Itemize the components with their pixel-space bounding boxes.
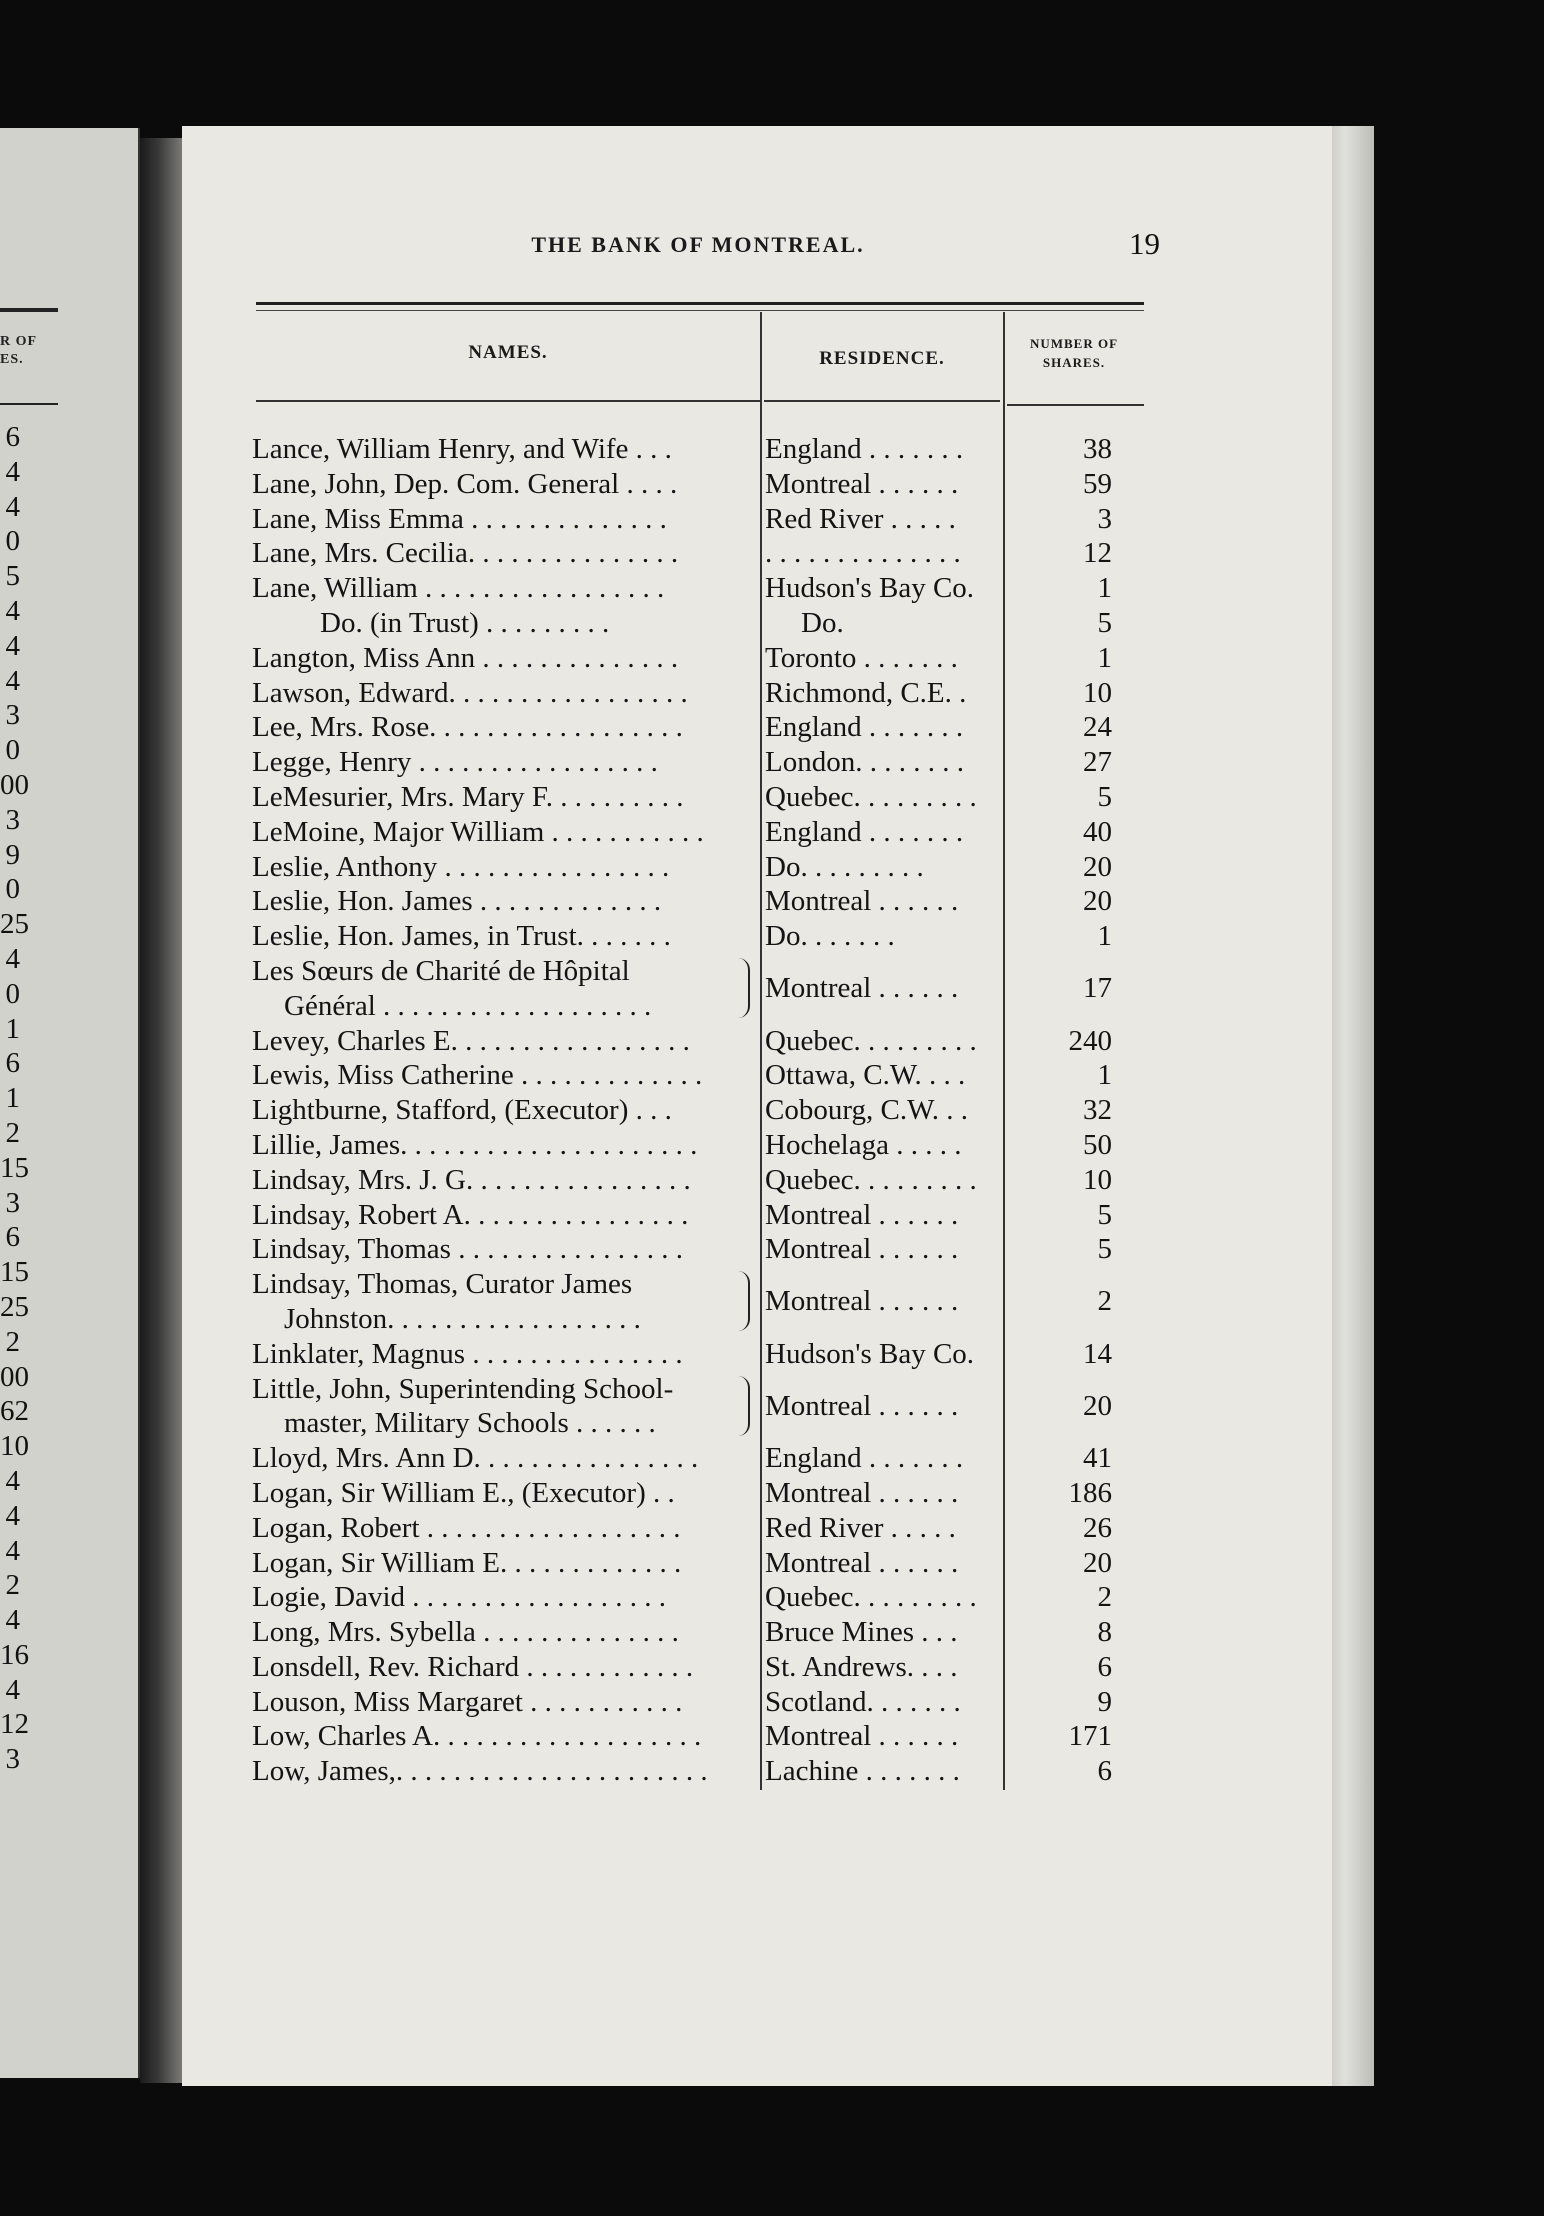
table-row: [0, 467, 1544, 502]
facing-page-share-value: 6: [5, 421, 20, 453]
residence: Do. . . . . . .: [765, 920, 895, 953]
residence: . . . . . . . . . . . . . .: [765, 537, 961, 570]
residence: Montreal . . . . . .: [765, 1285, 959, 1318]
shareholder-name: Lindsay, Mrs. J. G. . . . . . . . . . . . . . . .: [252, 1163, 691, 1196]
table-row: [0, 780, 1544, 815]
facing-page-share-value: 0: [5, 873, 20, 906]
table-row: [0, 710, 1544, 745]
facing-page-share-value: 1: [5, 1012, 20, 1045]
number-of-shares: 14: [1083, 1337, 1112, 1370]
residence: Bruce Mines . . .: [765, 1616, 958, 1649]
number-of-shares: 27: [1083, 746, 1112, 779]
residence: Hudson's Bay Co.: [765, 1337, 975, 1370]
residence: Red River . . . . .: [765, 1511, 956, 1544]
shareholder-name: Leslie, Anthony . . . . . . . . . . . . . . . .: [252, 850, 670, 883]
table-row: [0, 1511, 1544, 1546]
table-row: [0, 571, 1544, 606]
shareholder-name-line: Les Sœurs de Charité de Hôpital: [252, 954, 630, 987]
number-of-shares: 17: [1083, 971, 1112, 1004]
number-of-shares: 8: [1097, 1616, 1112, 1649]
residence: Montreal . . . . . .: [765, 467, 959, 500]
facing-page-share-value: 00: [0, 1360, 29, 1393]
residence: England . . . . . . .: [765, 711, 964, 744]
brace-mark: [738, 958, 750, 1018]
table-row: [0, 1267, 1544, 1337]
residence: Montreal . . . . . .: [765, 1233, 959, 1266]
residence: England . . . . . . .: [765, 433, 964, 465]
facing-page-share-value: 3: [5, 699, 20, 732]
shareholder-name: Lee, Mrs. Rose. . . . . . . . . . . . . . . . . .: [252, 711, 683, 744]
number-of-shares: 5: [1097, 780, 1112, 813]
table-top-rule-thin: [256, 310, 1144, 311]
facing-page-share-value: 0: [5, 734, 20, 767]
shareholder-name: [252, 954, 736, 1024]
facing-page-share-value: 9: [5, 838, 20, 871]
facing-page-share-value: 5: [5, 560, 20, 593]
number-of-shares: 186: [1068, 1476, 1112, 1509]
number-of-shares: 26: [1083, 1511, 1112, 1544]
number-of-shares: 32: [1083, 1094, 1112, 1127]
shareholder-name: LeMesurier, Mrs. Mary F. . . . . . . . . .: [252, 780, 684, 813]
table-row: [0, 676, 1544, 711]
facing-page-share-value: 25: [0, 908, 29, 941]
header-rule-shares: [1007, 404, 1144, 406]
residence: Do.: [801, 606, 844, 639]
facing-page-share-value: 0: [5, 525, 20, 558]
page-number: 19: [1129, 226, 1160, 261]
residence: Montreal . . . . . .: [765, 1198, 959, 1231]
facing-page-share-value: 00: [0, 768, 29, 801]
number-of-shares: 20: [1083, 885, 1112, 918]
table-top-rule: [256, 302, 1144, 305]
number-of-shares: 1: [1097, 572, 1112, 605]
facing-page-share-value: 2: [5, 1569, 20, 1602]
header-rule-residence: [764, 400, 1000, 402]
shareholder-name: Lloyd, Mrs. Ann D. . . . . . . . . . . . . . . .: [252, 1442, 699, 1475]
residence: Montreal . . . . . .: [765, 1476, 959, 1509]
number-of-shares: 5: [1097, 1233, 1112, 1266]
residence: Hudson's Bay Co.: [765, 572, 975, 605]
facing-page-share-value: 3: [5, 803, 20, 836]
table-row: [0, 954, 1544, 1024]
number-of-shares: 171: [1068, 1720, 1112, 1753]
table-row: [0, 1372, 1544, 1442]
facing-page-share-value: 6: [5, 1221, 20, 1254]
residence: Quebec. . . . . . . . .: [765, 1163, 977, 1196]
number-of-shares: 2: [1097, 1285, 1112, 1318]
facing-page-share-value: 4: [5, 1464, 20, 1497]
number-of-shares: 20: [1083, 1546, 1112, 1579]
residence: Quebec. . . . . . . . .: [765, 780, 977, 813]
residence: Montreal . . . . . .: [765, 1546, 959, 1579]
table-row: [0, 815, 1544, 850]
facing-page-header-rule: [0, 403, 58, 405]
facing-page-share-value: 4: [5, 1673, 20, 1706]
residence: London. . . . . . . .: [765, 746, 964, 779]
facing-page-share-value: 4: [5, 629, 20, 662]
shareholder-name: Lane, William . . . . . . . . . . . . . . . . .: [252, 572, 665, 605]
residence: Richmond, C.E. .: [765, 676, 967, 709]
facing-page-share-value: 1: [5, 1082, 20, 1115]
table-row: [0, 606, 1544, 641]
facing-page-share-value: 4: [5, 1534, 20, 1567]
shareholder-name: Lightburne, Stafford, (Executor) . . .: [252, 1094, 672, 1127]
shareholder-name: LeMoine, Major William . . . . . . . . . . .: [252, 815, 704, 848]
facing-page-share-value: 4: [5, 1499, 20, 1532]
facing-page-share-value: 62: [0, 1395, 29, 1428]
column-header-residence: RESIDENCE.: [819, 348, 945, 369]
facing-page-share-value: 4: [5, 1604, 20, 1637]
shareholder-name: Lane, Miss Emma . . . . . . . . . . . . . .: [252, 502, 667, 535]
table-row: [0, 1337, 1544, 1372]
facing-page-share-value: 0: [5, 977, 20, 1010]
shareholder-name: Linklater, Magnus . . . . . . . . . . . . . . .: [252, 1337, 683, 1370]
residence: Montreal . . . . . .: [765, 1720, 959, 1753]
table-row: [0, 1024, 1544, 1059]
shareholder-name: Logie, David . . . . . . . . . . . . . . . . . .: [252, 1581, 667, 1614]
shareholder-name: Lewis, Miss Catherine . . . . . . . . . . . . .: [252, 1059, 703, 1092]
number-of-shares: 6: [1097, 1650, 1112, 1683]
table-row: [0, 432, 1544, 467]
residence: England . . . . . . .: [765, 815, 964, 848]
shareholder-name-line: Johnston. . . . . . . . . . . . . . . . . .: [284, 1302, 641, 1335]
facing-page-share-value: 4: [5, 490, 20, 523]
facing-page-rule: [0, 308, 58, 312]
table-row: [0, 1719, 1544, 1754]
shareholder-name: Leslie, Hon. James . . . . . . . . . . . . .: [252, 885, 662, 918]
table-row: [0, 641, 1544, 676]
shareholder-name: Lindsay, Robert A. . . . . . . . . . . . . . . .: [252, 1198, 689, 1231]
shareholder-name: Lonsdell, Rev. Richard . . . . . . . . . . . .: [252, 1650, 694, 1683]
table-row: [0, 536, 1544, 571]
column-header-names: NAMES.: [468, 342, 548, 363]
facing-page-share-value: 4: [5, 455, 20, 488]
table-row: [0, 1546, 1544, 1581]
shareholder-name: [252, 1267, 736, 1337]
brace-mark: [738, 1376, 750, 1436]
header-rule-names: [256, 400, 760, 402]
shareholder-name: Legge, Henry . . . . . . . . . . . . . . . . .: [252, 746, 658, 779]
shareholder-name: Lawson, Edward. . . . . . . . . . . . . . . . .: [252, 676, 688, 709]
number-of-shares: 10: [1083, 676, 1112, 709]
table-row: [0, 1685, 1544, 1720]
shareholder-table: [0, 432, 1544, 1789]
shareholder-name: Logan, Sir William E., (Executor) . .: [252, 1476, 675, 1509]
shareholder-name: Lane, John, Dep. Com. General . . . .: [252, 467, 678, 500]
shareholder-name: Low, Charles A. . . . . . . . . . . . . . . . . . .: [252, 1720, 702, 1753]
residence: England . . . . . . .: [765, 1442, 964, 1475]
table-row: [0, 1476, 1544, 1511]
table-row: [0, 1163, 1544, 1198]
facing-page-share-value: 16: [0, 1638, 29, 1671]
residence: Cobourg, C.W. . .: [765, 1094, 969, 1127]
brace-mark: [738, 1271, 750, 1331]
shareholder-name: Langton, Miss Ann . . . . . . . . . . . . . .: [252, 641, 679, 674]
residence: Quebec. . . . . . . . .: [765, 1024, 977, 1057]
number-of-shares: 240: [1068, 1024, 1112, 1057]
number-of-shares: 50: [1083, 1128, 1112, 1161]
number-of-shares: 1: [1097, 1059, 1112, 1092]
shareholder-name: Lance, William Henry, and Wife . . .: [252, 433, 672, 465]
table-row: [0, 1232, 1544, 1267]
shareholder-name: Lindsay, Thomas . . . . . . . . . . . . . . . .: [252, 1233, 683, 1266]
facing-page-share-value: 4: [5, 664, 20, 697]
table-row: [0, 1058, 1544, 1093]
number-of-shares: 6: [1097, 1755, 1112, 1788]
number-of-shares: 9: [1097, 1685, 1112, 1718]
shareholder-name: Long, Mrs. Sybella . . . . . . . . . . . . . .: [252, 1616, 679, 1649]
number-of-shares: 24: [1083, 711, 1112, 744]
shareholder-name: Louson, Miss Margaret . . . . . . . . . . .: [252, 1685, 683, 1718]
residence: Montreal . . . . . .: [765, 1389, 959, 1422]
facing-page-share-value: 15: [0, 1256, 29, 1289]
number-of-shares: 20: [1083, 1389, 1112, 1422]
shareholder-name-line: Général . . . . . . . . . . . . . . . . . . .: [284, 989, 652, 1022]
facing-page-header-fragment: R OF ES.: [0, 334, 38, 367]
facing-page-share-value: 2: [5, 1116, 20, 1149]
table-row: [0, 919, 1544, 954]
facing-page-share-value: 4: [5, 594, 20, 627]
shareholder-name: Lillie, James. . . . . . . . . . . . . . . . . . . . .: [252, 1128, 698, 1161]
shareholder-name-line: Little, John, Superintending School-: [252, 1372, 674, 1405]
residence: Scotland. . . . . . .: [765, 1685, 961, 1718]
table-row: [0, 1093, 1544, 1128]
facing-page-share-value: 25: [0, 1290, 29, 1323]
residence: Montreal . . . . . .: [765, 971, 959, 1004]
table-row: [0, 1650, 1544, 1685]
number-of-shares: 41: [1083, 1442, 1112, 1475]
number-of-shares: 40: [1083, 815, 1112, 848]
column-header-shares: NUMBER OF SHARES.: [1029, 336, 1119, 370]
number-of-shares: 10: [1083, 1163, 1112, 1196]
facing-page-share-value: 10: [0, 1430, 29, 1463]
residence: Hochelaga . . . . .: [765, 1128, 962, 1161]
facing-page-share-value: 3: [5, 1186, 20, 1219]
table-row: [0, 850, 1544, 885]
residence: Lachine . . . . . . .: [765, 1755, 960, 1788]
facing-page-share-value: 4: [5, 942, 20, 975]
table-row: [0, 1580, 1544, 1615]
facing-page-share-value: 12: [0, 1708, 29, 1741]
residence: Quebec. . . . . . . . .: [765, 1581, 977, 1614]
shareholder-name: Levey, Charles E. . . . . . . . . . . . . . . . .: [252, 1024, 690, 1057]
shareholder-name: Logan, Robert . . . . . . . . . . . . . . . . . .: [252, 1511, 681, 1544]
residence: Do. . . . . . . . .: [765, 850, 924, 883]
residence: Ottawa, C.W. . . .: [765, 1059, 966, 1092]
number-of-shares: 1: [1097, 920, 1112, 953]
number-of-shares: 38: [1083, 433, 1112, 465]
number-of-shares: 1: [1097, 641, 1112, 674]
number-of-shares: 3: [1097, 502, 1112, 535]
table-row: [0, 502, 1544, 537]
residence: Montreal . . . . . .: [765, 885, 959, 918]
shareholder-name: Logan, Sir William E. . . . . . . . . . . . .: [252, 1546, 682, 1579]
shareholder-name: Lane, Mrs. Cecilia. . . . . . . . . . . . . . .: [252, 537, 679, 570]
facing-page-share-value: 3: [5, 1743, 20, 1776]
table-row: [0, 1128, 1544, 1163]
table-row: [0, 1615, 1544, 1650]
number-of-shares: 20: [1083, 850, 1112, 883]
table-row: [0, 884, 1544, 919]
shareholder-name-line: master, Military Schools . . . . . .: [284, 1407, 656, 1440]
number-of-shares: 5: [1097, 606, 1112, 639]
shareholder-name-line: Lindsay, Thomas, Curator James: [252, 1268, 633, 1301]
number-of-shares: 2: [1097, 1581, 1112, 1614]
table-row: [0, 1441, 1544, 1476]
facing-page-share-value: 6: [5, 1047, 20, 1080]
facing-page-share-value: 2: [5, 1325, 20, 1358]
shareholder-name: [252, 1372, 736, 1442]
number-of-shares: 5: [1097, 1198, 1112, 1231]
table-row: [0, 1754, 1544, 1789]
residence: Red River . . . . .: [765, 502, 956, 535]
running-title: THE BANK OF MONTREAL.: [531, 232, 865, 257]
number-of-shares: 59: [1083, 467, 1112, 500]
shareholder-name: Low, James,. . . . . . . . . . . . . . . . . . . . . .: [252, 1755, 708, 1788]
residence: Toronto . . . . . . .: [765, 641, 958, 674]
table-row: [0, 1198, 1544, 1233]
table-row: [0, 745, 1544, 780]
residence: St. Andrews. . . .: [765, 1650, 958, 1683]
facing-page-share-value: 15: [0, 1151, 29, 1184]
number-of-shares: 12: [1083, 537, 1112, 570]
shareholder-name: Leslie, Hon. James, in Trust. . . . . . .: [252, 920, 671, 953]
shareholder-name: Do. (in Trust) . . . . . . . . .: [320, 606, 610, 639]
